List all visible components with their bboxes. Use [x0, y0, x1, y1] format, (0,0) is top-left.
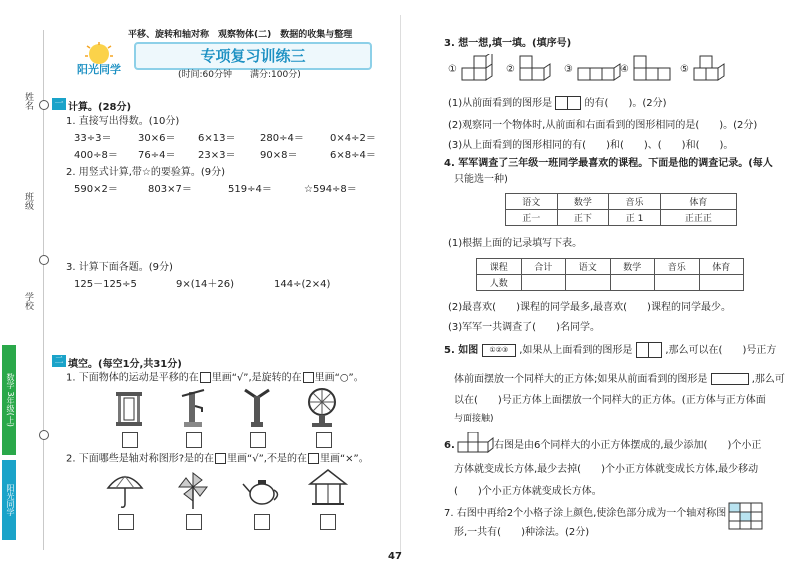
mixed-calc-item: 125－125÷5 — [74, 279, 137, 290]
question-line — [448, 96, 667, 110]
calc-item: 280÷4＝ — [260, 133, 304, 144]
teapot-icon — [242, 472, 282, 508]
calc-item: 30×6＝ — [138, 133, 176, 144]
name-label: 姓名 — [23, 92, 33, 110]
sun-logo-icon — [65, 42, 133, 78]
question-title: 3. 想一想,填一填。(填序号) — [444, 38, 572, 49]
title-banner — [134, 42, 372, 70]
question-title: 1. 直接写出得数。(10分) — [66, 116, 180, 127]
fill-cell[interactable] — [610, 275, 655, 291]
cube-figure — [518, 54, 564, 88]
cube-stack-icon — [692, 54, 738, 84]
cube-figure — [576, 54, 626, 88]
text-part: 体前面摆放一个同样大的正方体;如果从前面看到的图形是 — [454, 374, 708, 385]
umbrella-icon — [106, 470, 144, 510]
hand-pump-icon — [178, 386, 208, 430]
cube-stack-icon — [518, 54, 564, 84]
answer-box[interactable] — [320, 514, 336, 530]
question-line: ( )个小正方体就变成长方体。 — [454, 486, 602, 497]
umbrella-picture — [106, 470, 144, 514]
mixed-calc-item: 144÷(2×4) — [274, 279, 331, 290]
question-line: (3)军军一共调查了( )名同学。 — [448, 322, 600, 333]
answer-box[interactable] — [250, 432, 266, 448]
text-part: 里画“√”,不是的在 — [227, 453, 307, 465]
answer-box[interactable] — [186, 432, 202, 448]
vertical-calc-item: ☆594÷8＝ — [304, 184, 357, 195]
vertical-calc-item: 803×7＝ — [148, 184, 192, 195]
fan-picture — [304, 386, 340, 434]
cube-stack-icon — [460, 54, 506, 84]
question-line: 7. 右图中再给2个小格子涂上颜色,使涂色部分成为一个轴对称图 — [444, 508, 727, 519]
bottle-rack-picture — [112, 388, 146, 432]
school-label: 学校 — [23, 292, 33, 310]
binding-hole — [39, 430, 49, 440]
three-square-shape — [711, 373, 749, 385]
answer-box[interactable] — [118, 514, 134, 530]
page-number: 47 — [388, 551, 402, 562]
tally-cell: 正一 — [506, 210, 558, 226]
cube-figure — [692, 54, 738, 88]
fill-header: 语文 — [566, 259, 611, 275]
binding-hole — [39, 100, 49, 110]
cube-figure — [456, 432, 496, 462]
question-line: (3)从上面看到的图形相同的有( )和( )、( )和( )。 — [448, 140, 734, 151]
vertical-calc-item: 590×2＝ — [74, 184, 118, 195]
answer-box[interactable] — [186, 514, 202, 530]
calc-item: 6×8÷4＝ — [330, 150, 376, 161]
question-line — [454, 373, 785, 386]
text-part: ,如果从上面看到的图形是 — [519, 345, 633, 356]
subject-line: 平移、旋转和轴对称 观察物体(二) 数据的收集与整理 — [128, 30, 353, 40]
question-title — [66, 453, 369, 466]
tap-icon — [242, 386, 272, 430]
logo-text: 阳光同学 — [77, 63, 121, 76]
figure-label: ① — [448, 64, 457, 75]
bottle-rack-icon — [112, 388, 146, 428]
box-symbol — [303, 372, 314, 383]
grid-figure — [728, 502, 764, 534]
electric-fan-icon — [304, 386, 340, 430]
fill-cell[interactable] — [566, 275, 611, 291]
vertical-calc-item: 519÷4＝ — [228, 184, 272, 195]
calc-item: 23×3＝ — [198, 150, 236, 161]
cube-figure — [460, 54, 506, 88]
answer-box[interactable] — [254, 514, 270, 530]
tally-table — [505, 193, 737, 226]
grade-tag: 数学 3年级(上) — [2, 345, 16, 455]
fill-header: 音乐 — [655, 259, 700, 275]
pinwheel-picture — [176, 470, 210, 514]
text-part: 里画“×”。 — [319, 453, 369, 465]
calc-item: 76÷4＝ — [138, 150, 176, 161]
text-part: ,那么可 — [751, 374, 785, 385]
text-part: (1)从前面看到的图形是 — [448, 98, 553, 109]
question-title: 4. 军军调查了三年级一班同学最喜欢的课程。下面是他的调查记录。(每人 — [444, 158, 773, 169]
answer-box[interactable] — [122, 432, 138, 448]
teapot-picture — [242, 472, 282, 512]
question-line: (1)根据上面的记录填写下表。 — [448, 238, 583, 249]
fill-cell[interactable] — [699, 275, 744, 291]
cube-stack-icon — [576, 54, 626, 84]
box-symbol — [215, 453, 226, 464]
question-title-cont: 只能选一种) — [454, 174, 508, 185]
calc-item: 6×13＝ — [198, 133, 236, 144]
cube-stack-icon — [456, 432, 496, 458]
section-number-badge: 二 — [52, 355, 66, 367]
text-part: ,那么可以在( )号正方 — [665, 345, 777, 356]
fill-header: 数学 — [610, 259, 655, 275]
fill-header: 体育 — [699, 259, 744, 275]
question-line: 与面接触) — [454, 414, 494, 424]
tally-header: 数学 — [557, 194, 609, 210]
two-square-shape — [636, 342, 662, 358]
calc-item: 400÷8＝ — [74, 150, 118, 161]
page-title: 专项复习训练三 — [200, 47, 306, 65]
page-divider — [400, 15, 401, 555]
question-line: (2)观察同一个物体时,从前面和右面看到的图形相同的是( )。(2分) — [448, 120, 758, 131]
tally-header: 体育 — [660, 194, 736, 210]
tally-cell: 正 1 — [609, 210, 661, 226]
section-heading: 计算。(28分) — [68, 102, 132, 113]
figure-label: ④ — [620, 64, 629, 75]
box-symbol — [308, 453, 319, 464]
fill-header: 合计 — [521, 259, 566, 275]
section-heading: 填空。(每空1分,共31分) — [68, 359, 182, 370]
section-number-badge: 一 — [52, 98, 66, 110]
calc-item: 0×4÷2＝ — [330, 133, 376, 144]
fill-cell[interactable] — [655, 275, 700, 291]
question-line: 形,一共有( )种涂法。(2分) — [454, 527, 590, 538]
two-square-shape — [555, 96, 581, 110]
pavilion-icon — [308, 468, 348, 508]
figure-label: ③ — [564, 64, 573, 75]
pinwheel-icon — [176, 470, 210, 510]
fill-row-label: 人数 — [477, 275, 522, 291]
question-title: 2. 用竖式计算,带☆的要验算。(9分) — [66, 167, 226, 178]
time-score: (时间:60分钟 满分:100分) — [178, 70, 301, 80]
tally-header: 语文 — [506, 194, 558, 210]
brand-tag: 阳光同学 — [2, 460, 16, 540]
shaded-grid-icon — [728, 502, 764, 530]
fill-header: 课程 — [477, 259, 522, 275]
text-part: 的有( )。(2分) — [584, 98, 667, 109]
logo — [65, 42, 133, 78]
figure-label: ⑤ — [680, 64, 689, 75]
fill-table — [476, 258, 744, 291]
question-line: (2)最喜欢( )课程的同学最多,最喜欢( )课程的同学最少。 — [448, 302, 731, 313]
calc-item: 33÷3＝ — [74, 133, 112, 144]
question-line: 以在( )号正方体上面摆放一个同样大的正方体。(正方体与正方体面 — [454, 395, 766, 406]
text-part: 里画“√”,是旋转的在 — [211, 372, 302, 384]
tally-cell: 正正正 — [660, 210, 736, 226]
mixed-calc-item: 9×(14＋26) — [176, 279, 234, 290]
answer-box[interactable] — [316, 432, 332, 448]
numbered-cubes-figure: ①②③ — [482, 344, 516, 357]
text-part: 2. 下面哪些是轴对称图形?是的在 — [66, 453, 215, 465]
question-title — [66, 372, 364, 385]
text-part: 1. 下面物体的运动是平移的在 — [66, 372, 199, 384]
pump-picture — [178, 386, 208, 434]
binding-hole — [39, 255, 49, 265]
question-number: 6. — [444, 440, 455, 451]
class-label: 班级 — [23, 192, 33, 210]
gazebo-picture — [308, 468, 348, 512]
cube-stack-icon — [632, 54, 678, 84]
question-line: 右图是由6个同样大的小正方体摆成的,最少添加( )个小正 — [494, 440, 762, 451]
question-line — [444, 342, 776, 358]
text-part: 里画“○”。 — [314, 372, 364, 384]
tap-picture — [242, 386, 272, 434]
binding-spine — [0, 0, 44, 570]
calc-item: 90×8＝ — [260, 150, 298, 161]
tally-cell: 正下 — [557, 210, 609, 226]
cube-figure — [632, 54, 678, 88]
box-symbol — [200, 372, 211, 383]
fill-cell[interactable] — [521, 275, 566, 291]
text-part: 5. 如图 — [444, 345, 479, 356]
question-title: 3. 计算下面各题。(9分) — [66, 262, 173, 273]
tally-header: 音乐 — [609, 194, 661, 210]
question-line: 方体就变成长方体,最少去掉( )个小正方体就变成长方体,最少移动 — [454, 464, 759, 475]
figure-label: ② — [506, 64, 515, 75]
